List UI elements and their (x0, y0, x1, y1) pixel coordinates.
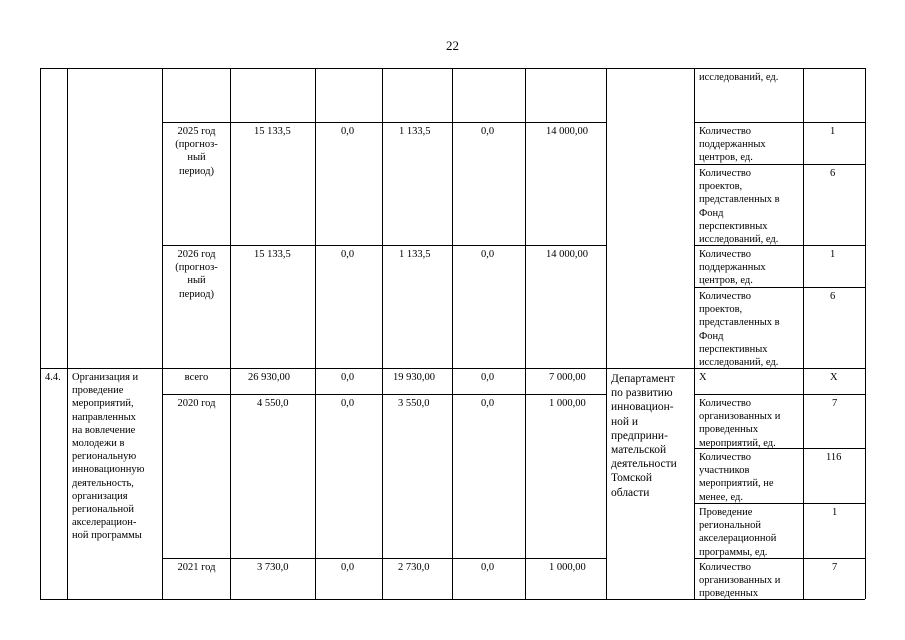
value-cell: 6 (830, 168, 836, 179)
row-line (162, 394, 606, 395)
page-number: 22 (446, 38, 459, 53)
col-line (803, 68, 804, 599)
local-cell: 0,0 (481, 562, 495, 573)
col-line (606, 68, 607, 599)
row-line (162, 558, 606, 559)
federal-cell: 0,0 (341, 126, 355, 137)
value-cell: 1 (830, 249, 836, 260)
col-line (40, 68, 41, 599)
extrabudget-cell: 14 000,00 (546, 249, 588, 260)
col-line (382, 68, 383, 599)
total-cell: 26 930,00 (248, 372, 290, 383)
row-line (694, 122, 865, 123)
indicator-cell: Количество поддержанных центров, ед. (699, 126, 766, 164)
year-cell: 2020 год (177, 398, 216, 409)
year-cell: 2026 год (прогноз- ный период) (175, 249, 218, 300)
regional-cell: 1 133,5 (399, 249, 431, 260)
total-cell: 15 133,5 (254, 126, 291, 137)
col-line (315, 68, 316, 599)
year-cell: всего (184, 372, 209, 383)
total-cell: 3 730,0 (257, 562, 289, 573)
value-cell: 116 (826, 452, 842, 463)
value-cell: 7 (832, 562, 838, 573)
row-line (162, 245, 606, 246)
col-line (865, 68, 866, 599)
extrabudget-cell: 1 000,00 (549, 562, 586, 573)
department-cell: Департамент по развитию инновацион- ной и предприни- мательской деятельности Томской области (611, 373, 677, 499)
local-cell: 0,0 (481, 372, 495, 383)
indicator-cell: Х (699, 372, 707, 383)
federal-cell: 0,0 (341, 372, 355, 383)
regional-cell: 3 550,0 (398, 398, 430, 409)
federal-cell: 0,0 (341, 249, 355, 260)
federal-cell: 0,0 (341, 398, 355, 409)
indicator-cell: Количество проектов, представленных в Фонд перспективных исследований, ед. (699, 291, 780, 369)
total-cell: 15 133,5 (254, 249, 291, 260)
regional-cell: 2 730,0 (398, 562, 430, 573)
regional-cell: 1 133,5 (399, 126, 431, 137)
extrabudget-cell: 1 000,00 (549, 398, 586, 409)
extrabudget-cell: 7 000,00 (549, 372, 586, 383)
item-name: Организация и проведение мероприятий, направленных на вовлечение молодежи в региональную инновационную деятельность, организация региональной акселерацион- ной программы (72, 372, 145, 542)
row-line (162, 122, 606, 123)
value-cell: 1 (830, 126, 836, 137)
total-cell: 4 550,0 (257, 398, 289, 409)
indicator-cell: Количество организованных и проведенных (699, 562, 781, 600)
indicator-cell: исследований, ед. (699, 72, 779, 83)
year-cell: 2021 год (177, 562, 216, 573)
indicator-cell: Количество организованных и проведенных мероприятий, ед. (699, 398, 781, 449)
col-line (67, 68, 68, 599)
col-line (452, 68, 453, 599)
item-number: 4.4. (45, 372, 61, 383)
local-cell: 0,0 (481, 249, 495, 260)
indicator-cell: Количество участников мероприятий, не менее, ед. (699, 452, 774, 503)
indicator-cell: Количество поддержанных центров, ед. (699, 249, 766, 287)
federal-cell: 0,0 (341, 562, 355, 573)
local-cell: 0,0 (481, 398, 495, 409)
indicator-cell: Проведение региональной акселерационной программы, ед. (699, 507, 777, 558)
local-cell: 0,0 (481, 126, 495, 137)
indicator-cell: Количество проектов, представленных в Фонд перспективных исследований, ед. (699, 168, 780, 246)
regional-cell: 19 930,00 (393, 372, 435, 383)
extrabudget-cell: 14 000,00 (546, 126, 588, 137)
value-cell: 1 (832, 507, 838, 518)
value-cell: 6 (830, 291, 836, 302)
row-line (694, 394, 865, 395)
col-line (694, 68, 695, 599)
col-line (525, 68, 526, 599)
year-cell: 2025 год (прогноз- ный период) (175, 126, 218, 177)
col-line (230, 68, 231, 599)
value-cell: Х (830, 372, 838, 383)
value-cell: 7 (832, 398, 838, 409)
